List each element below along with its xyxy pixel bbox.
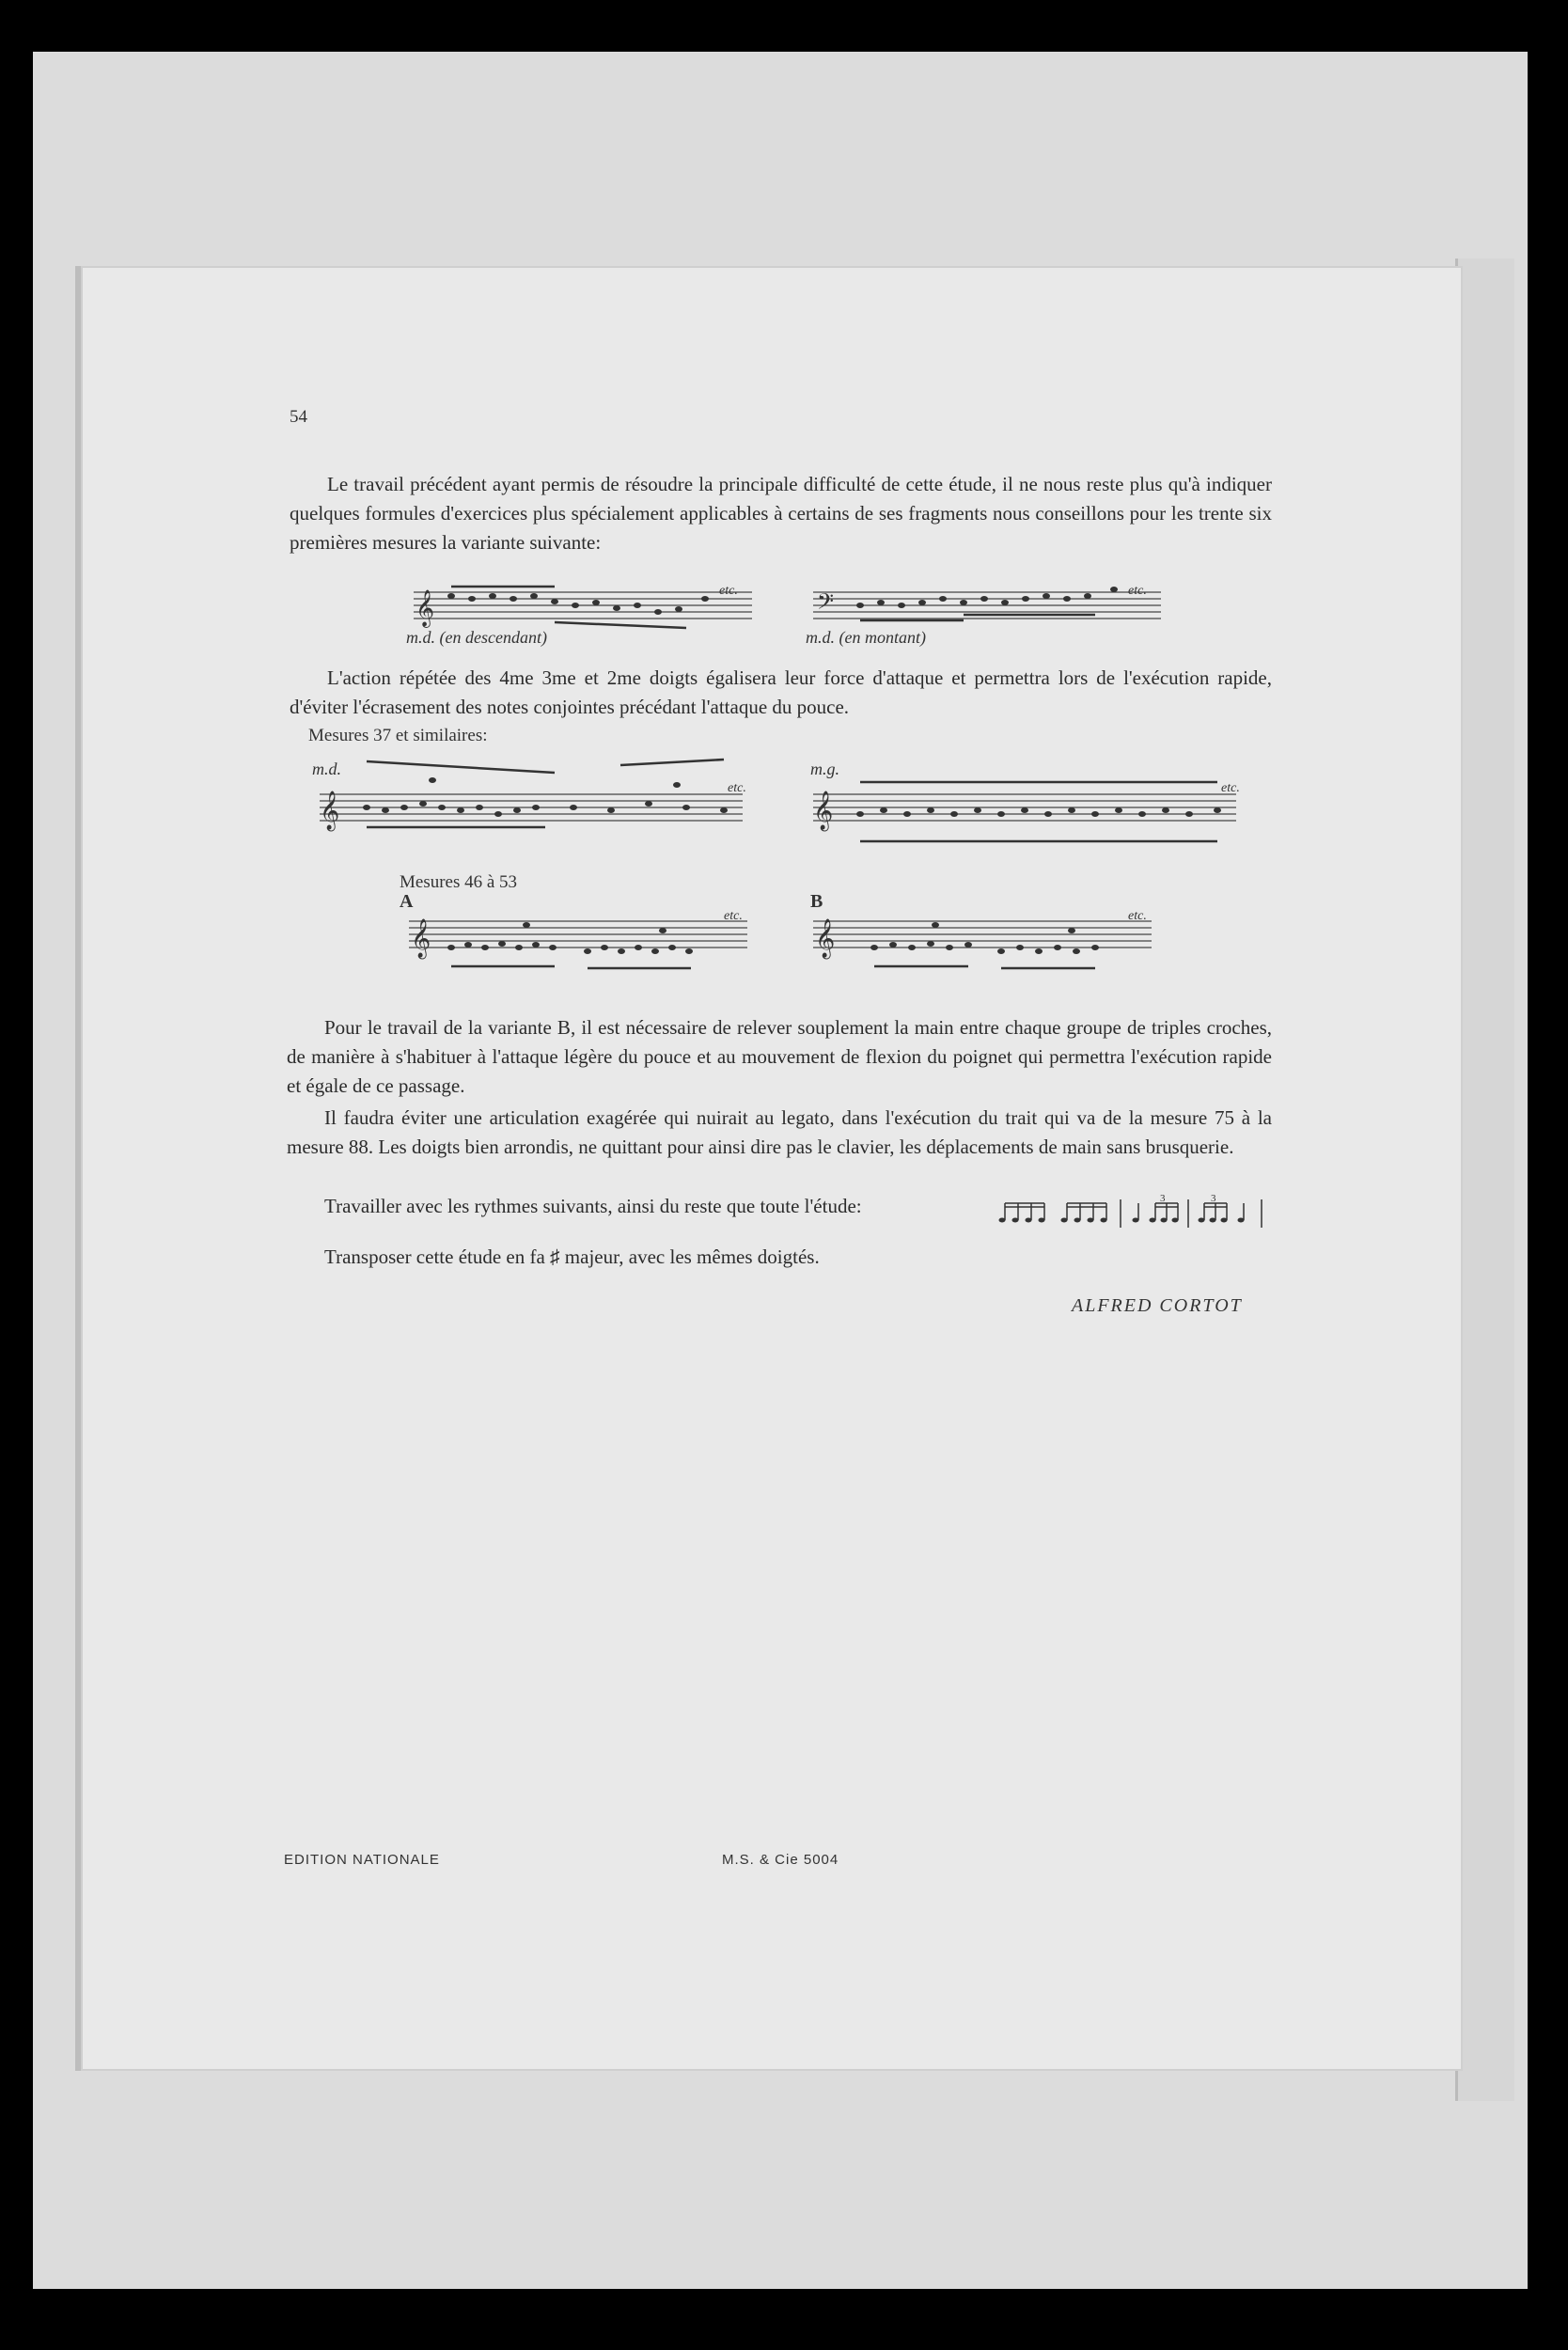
signature: ALFRED CORTOT	[1072, 1295, 1243, 1316]
svg-text:3: 3	[1211, 1193, 1216, 1204]
svg-text:etc.: etc.	[724, 909, 743, 923]
ex4-etc: etc.	[1221, 781, 1240, 795]
rhythm-figures	[995, 1193, 1277, 1233]
music-example-b	[804, 902, 1161, 996]
ex1-hand: m.d.	[406, 628, 435, 647]
ex2-etc: etc.	[1128, 584, 1147, 598]
svg-text:3: 3	[1160, 1193, 1166, 1204]
paragraph-variant-b	[287, 1013, 1272, 1101]
variant-b-label: B	[810, 891, 823, 912]
music-example-3	[310, 752, 752, 855]
svg-text:etc.: etc.	[1128, 909, 1147, 923]
ex1-label	[406, 628, 547, 648]
paragraph-rhythms	[287, 1192, 1001, 1221]
ex3-hand: m.d.	[312, 760, 341, 778]
music-example-a	[400, 902, 757, 996]
paragraph-legato	[287, 1104, 1272, 1162]
paragraph-intro	[290, 470, 1272, 557]
ex2-label	[806, 628, 926, 648]
svg-text:𝄞: 𝄞	[813, 791, 834, 830]
mesures-37-heading: Mesures 37 et similaires:	[308, 726, 488, 745]
music-example-4	[804, 752, 1246, 855]
page-number: 54	[290, 407, 307, 427]
paragraph-5: Travailler avec les rythmes suivants, ainsi du reste que toute l'étude:	[324, 1195, 862, 1217]
paragraph-2: L'action répétée des 4me 3me et 2me doigts égalisera leur force d'attaque et permettra lors de l'exécution rapide, d'éviter l'écrasement des notes conjointes précédant l'attaque du pouce.	[290, 666, 1272, 718]
paragraph-1: Le travail précédent ayant permis de résoudre la principale difficulté de cette étude, il ne nous reste plus qu'à indiquer quelques formules d'exercices plus spécialement applicables à certains de ses fragments nous conseillons pour les trente six premières mesures la variante suivante:	[290, 473, 1272, 554]
ex2-direction: (en montant)	[839, 628, 926, 647]
paragraph-3: Pour le travail de la variante B, il est nécessaire de relever souplement la main entre chaque groupe de triples croches, de manière à s'habituer à l'attaque légère du pouce et au mouvement de flexion du poignet qui permettra l'exécution rapide et égale de ce passage.	[287, 1016, 1272, 1097]
paragraph-4: Il faudra éviter une articulation exagérée qui nuirait au legato, dans l'exécution du trait qui va de la mesure 75 à la mesure 88. Les doigts bien arrondis, ne quittant pour ainsi dire pas le clavier, les déplacements de main sans brusquerie.	[287, 1106, 1272, 1158]
svg-text:𝄢: 𝄢	[817, 588, 835, 619]
footer-plate-number: M.S. & Cie 5004	[722, 1852, 839, 1868]
svg-text:𝄞: 𝄞	[320, 791, 340, 830]
paragraph-6: Transposer cette étude en fa ♯ majeur, avec les mêmes doigtés.	[324, 1246, 820, 1268]
svg-text:𝄞: 𝄞	[411, 919, 431, 958]
ex2-hand: m.d.	[806, 628, 835, 647]
mesures-46-heading: Mesures 46 à 53	[400, 872, 518, 892]
paragraph-action	[290, 664, 1272, 722]
ex4-hand: m.g.	[810, 760, 839, 778]
svg-text:𝄞: 𝄞	[815, 919, 836, 958]
variant-a-label: A	[400, 891, 414, 912]
ex1-direction: (en descendant)	[439, 628, 547, 647]
next-page-edge	[1455, 258, 1514, 2101]
footer-publisher: EDITION NATIONALE	[284, 1852, 440, 1868]
paragraph-transpose	[287, 1243, 1272, 1272]
ex1-etc: etc.	[719, 584, 738, 598]
ex3-etc: etc.	[728, 781, 746, 795]
svg-text:𝄞: 𝄞	[416, 589, 435, 627]
